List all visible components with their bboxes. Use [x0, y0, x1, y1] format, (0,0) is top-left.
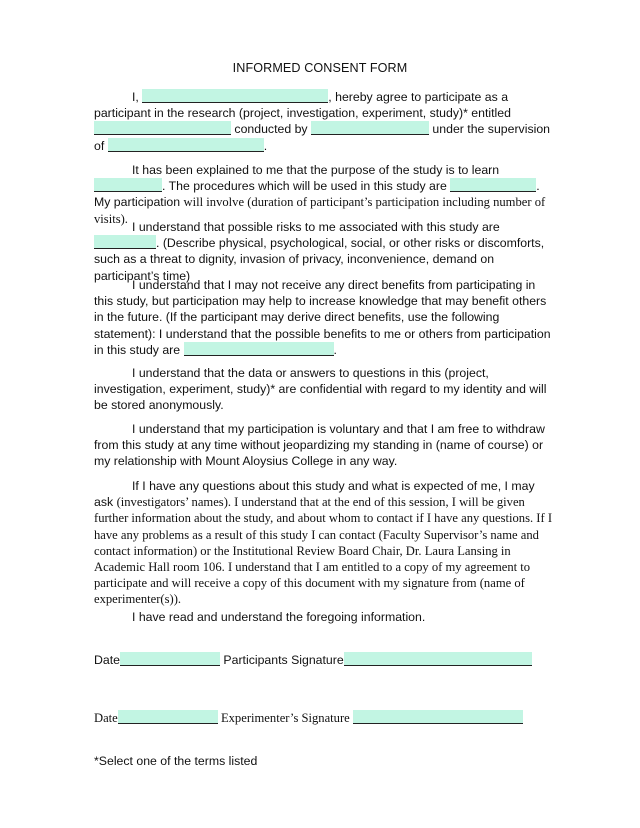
supervisor-name-field[interactable]: [108, 138, 264, 152]
risks-description: . (Describe physical, psychological, social, or other risks or discomforts, such as a threat to dignity, invasion of privacy, inconvenience, demand on participant’s time): [94, 236, 545, 283]
experimenter-signature-row: [94, 710, 523, 726]
experimenter-date-field[interactable]: [118, 710, 218, 724]
agreement-text: , hereby agree to participate as a participant in the research (project, investigation, experiment, study)* entitled: [94, 90, 511, 121]
procedures-field[interactable]: [450, 178, 536, 192]
experimenter-date-label: Date: [94, 711, 118, 725]
acknowledgement-text: I have read and understand the foregoing information.: [132, 610, 426, 624]
paragraph-agreement: [94, 89, 556, 154]
paragraph-risks: [94, 219, 556, 284]
contact-text: (investigators’ names). I understand that at the end of this session, I will be given further information about the study, and about whom to contact if I have any questions. If I have any problems as a result of this study I can contact (Faculty Supervisor’s name and contact information) or the Institutional Review Board Chair, Dr. Laura Lansing in Academic Hall room 106. I understand that I am entitled to a copy of my agreement to participate and will receive a copy of this document with my signature from (name of experimenter(s)).: [94, 495, 553, 607]
questions-text: If I have any questions about this study and what is expected of me, I may ask: [94, 479, 535, 510]
supervision-text: under the supervision of: [94, 122, 550, 153]
participant-name-field[interactable]: [142, 89, 328, 103]
researcher-name-field[interactable]: [311, 121, 429, 135]
purpose-field[interactable]: [94, 178, 162, 192]
participant-signature-row: [94, 652, 532, 667]
procedures-text: . The procedures which will be used in this study are: [162, 179, 447, 194]
form-title: INFORMED CONSENT FORM: [232, 61, 408, 75]
period: .: [333, 342, 337, 357]
participation-text: . My participation: [94, 179, 540, 210]
voluntary-text: I understand that my participation is voluntary and that I am free to withdraw from this study at any time without jeopardizing my standing in (name of course) or my relationship with Mount Aloysius College in any way.: [94, 422, 545, 469]
conducted-by-text: conducted by: [234, 122, 308, 137]
paragraph-purpose: [94, 162, 556, 227]
paragraph-voluntary: [94, 421, 556, 470]
paragraph-contact: [94, 478, 556, 608]
study-title-field[interactable]: [94, 121, 231, 135]
paragraph-confidentiality: [94, 365, 556, 414]
participant-date-label: Date: [94, 653, 120, 667]
period: .: [263, 138, 268, 153]
experimenter-signature-label: Experimenter’s Signature: [220, 711, 350, 725]
risks-field[interactable]: [94, 235, 156, 249]
participant-signature-field[interactable]: [344, 652, 532, 666]
purpose-text: It has been explained to me that the purpose of the study is to learn: [132, 163, 500, 177]
benefits-field[interactable]: [184, 342, 334, 356]
participant-signature-label: Participants Signature: [223, 653, 344, 667]
paragraph-benefits: [94, 277, 556, 358]
confidentiality-text: I understand that the data or answers to questions in this (project, investigation, experiment, study)* are confidential with regard to my identity and will be stored anonymously.: [94, 366, 547, 413]
paragraph-acknowledgement: [94, 609, 556, 625]
benefits-text: I understand that I may not receive any direct benefits from participating in this study, but participation may help to increase knowledge that may benefit others in the future. (If the participant may derive direct benefits, use the following statement): I understand that the possible benefits to me or others from participation in this study are: [94, 278, 551, 357]
i-label: I,: [132, 90, 139, 104]
footnote: *Select one of the terms listed: [94, 754, 258, 768]
risks-text: I understand that possible risks to me associated with this study are: [132, 220, 500, 234]
participant-date-field[interactable]: [120, 652, 220, 666]
duration-text: will involve (duration of participant’s participation including number of visits).: [94, 195, 546, 226]
experimenter-signature-field[interactable]: [353, 710, 523, 724]
